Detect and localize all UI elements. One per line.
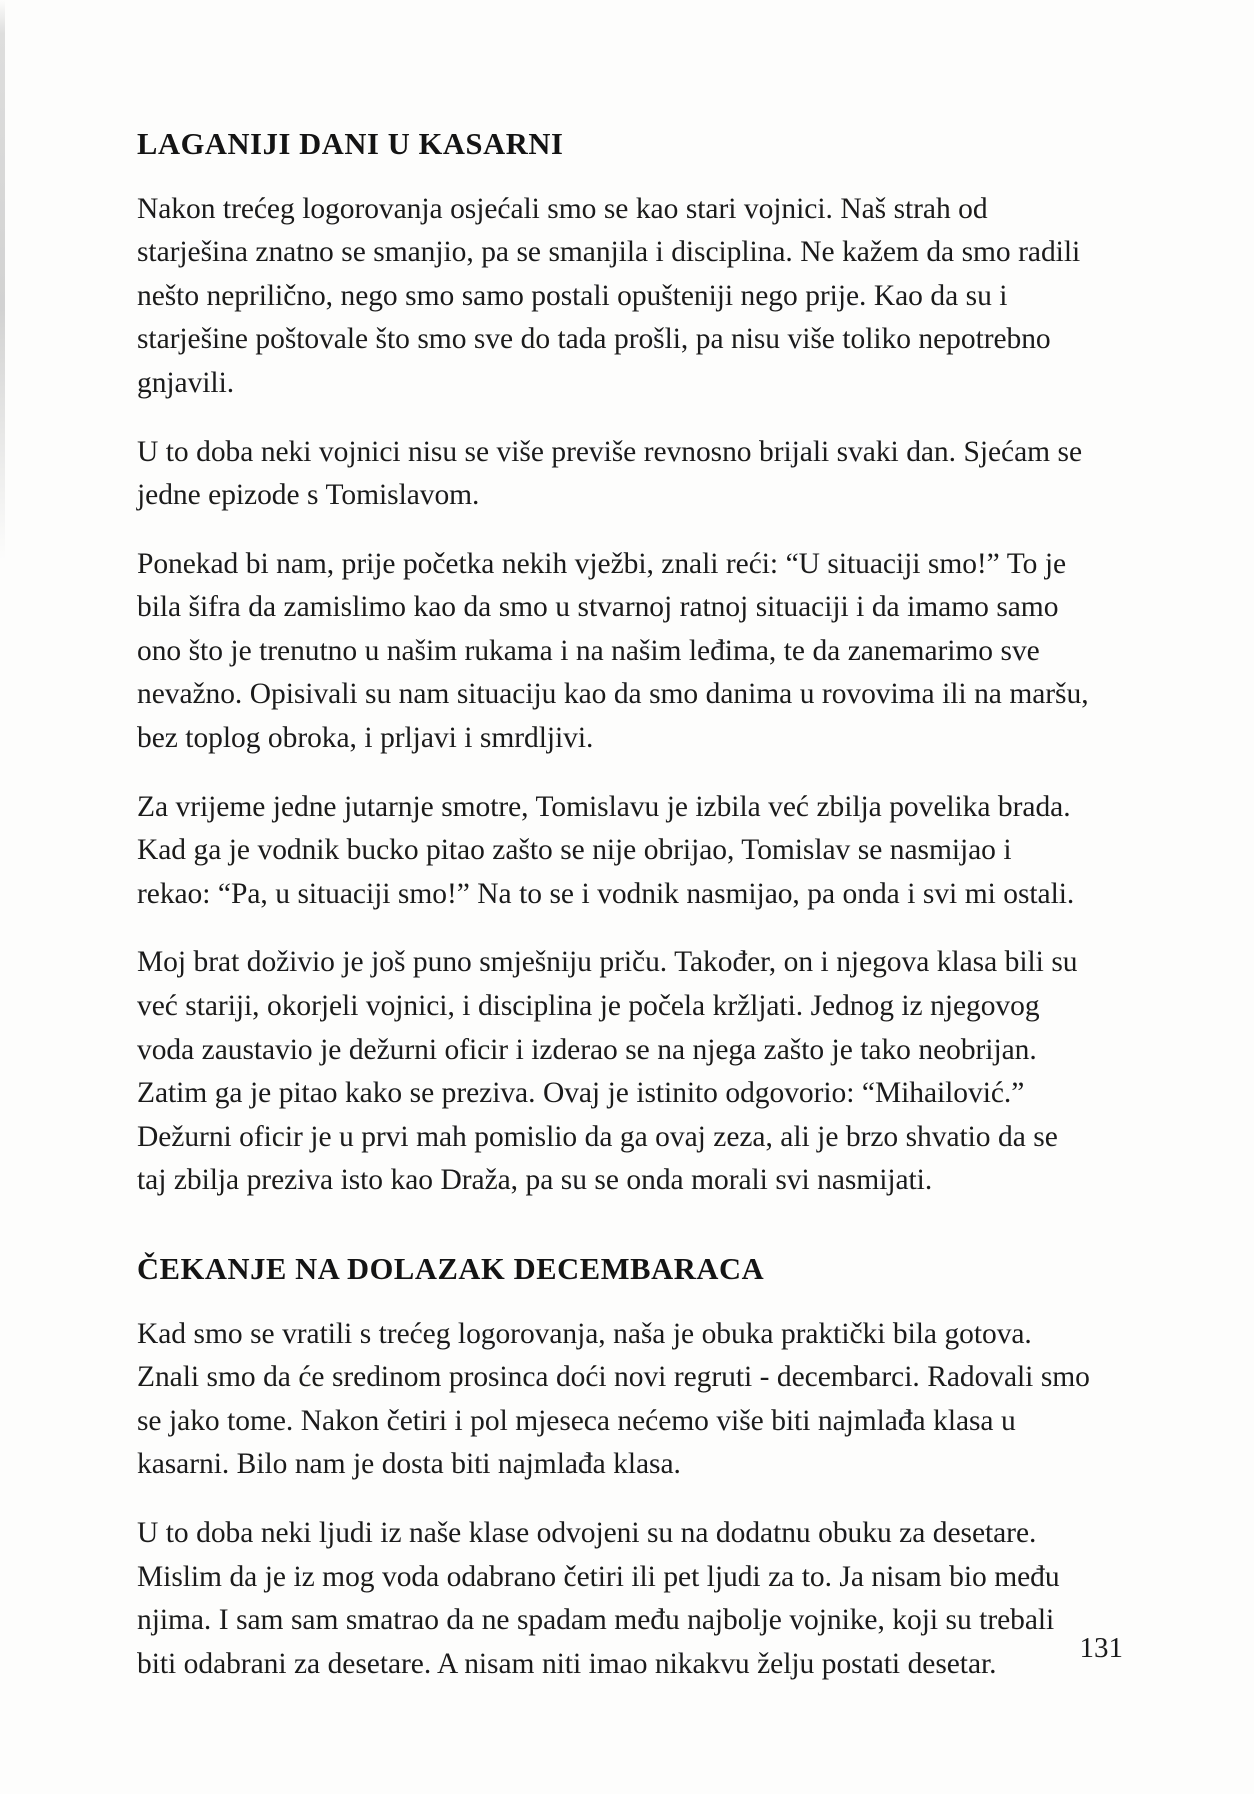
paragraph: Ponekad bi nam, prije početka nekih vježbi, znali reći: “U situaciji smo!” To je bila šifra da zamislimo kao da smo u stvarnoj ratnoj situaciji i da imamo samo ono što je trenutno u našim rukama i na našim leđima, te da zanemarimo sve nevažno. Opisivali su nam situaciju kao da smo danima u rovovima ili na maršu, bez toplog obroka, i prljavi i smrdljivi. — [137, 547, 1089, 755]
scan-gutter-artifact — [0, 0, 5, 560]
paragraph: Kad smo se vratili s trećeg logorovanja, naša je obuka praktički bila gotova. Znali smo da će sredinom prosinca doći novi regruti - decembarci. Radovali smo se jako tome. Nakon četiri i pol mjeseca nećemo više biti najmlađa klasa u kasarni. Bilo nam je dosta biti najmlađa klasa. — [137, 1317, 1090, 1481]
paragraph: Moj brat doživio je još puno smješniju priču. Također, on i njegova klasa bili su već stariji, okorjeli vojnici, i disciplina je počela kržljati. Jednog iz njegovog voda zaustavio je dežurni oficir i izderao se na njega zašto je tako neobrijan. Zatim ga je pitao kako se preziva. Ovaj je istinito odgovorio: “Mihailović.” Dežurni oficir je u prvi mah pomislio da ga ovaj zeza, ali je brzo shvatio da se taj zbilja preziva isto kao Draža, pa su se onda morali svi nasmijati. — [137, 946, 1078, 1197]
section-heading-laganiji-dani-u-kasarni: LAGANIJI DANI U KASARNI — [137, 127, 564, 161]
page-content — [137, 128, 1092, 1686]
paragraph: Za vrijeme jedne jutarnje smotre, Tomislavu je izbila već zbilja povelika brada. Kad ga je vodnik bucko pitao zašto se nije obrijao, Tomislav se nasmijao i rekao: “Pa, u situaciji smo!” Na to se i vodnik nasmijao, pa onda i svi mi ostali. — [137, 790, 1075, 910]
page-number: 131 — [1079, 1632, 1123, 1664]
section-heading-cekanje-na-dolazak-decembaraca: ČEKANJE NA DOLAZAK DECEMBARACA — [137, 1252, 765, 1287]
paragraph: U to doba neki ljudi iz naše klase odvojeni su na dodatnu obuku za desetare. Mislim da je iz mog voda odabrano četiri ili pet ljudi za to. Ja nisam bio među njima. I sam sam smatrao da ne spadam među najbolje vojnike, koji su trebali biti odabrani za desetare. A nisam niti imao nikakvu želju postati desetar. — [137, 1516, 1060, 1680]
paragraph: Nakon trećeg logorovanja osjećali smo se kao stari vojnici. Naš strah od starješina znatno se smanjio, pa se smanjila i disciplina. Ne kažem da smo radili nešto neprilično, nego smo samo postali opušteniji nego prije. Kao da su i starješine poštovale što smo sve do tada prošli, pa nisu više toliko nepotrebno gnjavili. — [137, 192, 1081, 399]
paragraph: U to doba neki vojnici nisu se više previše revnosno brijali svaki dan. Sjećam se jedne epizode s Tomislavom. — [137, 435, 1083, 512]
